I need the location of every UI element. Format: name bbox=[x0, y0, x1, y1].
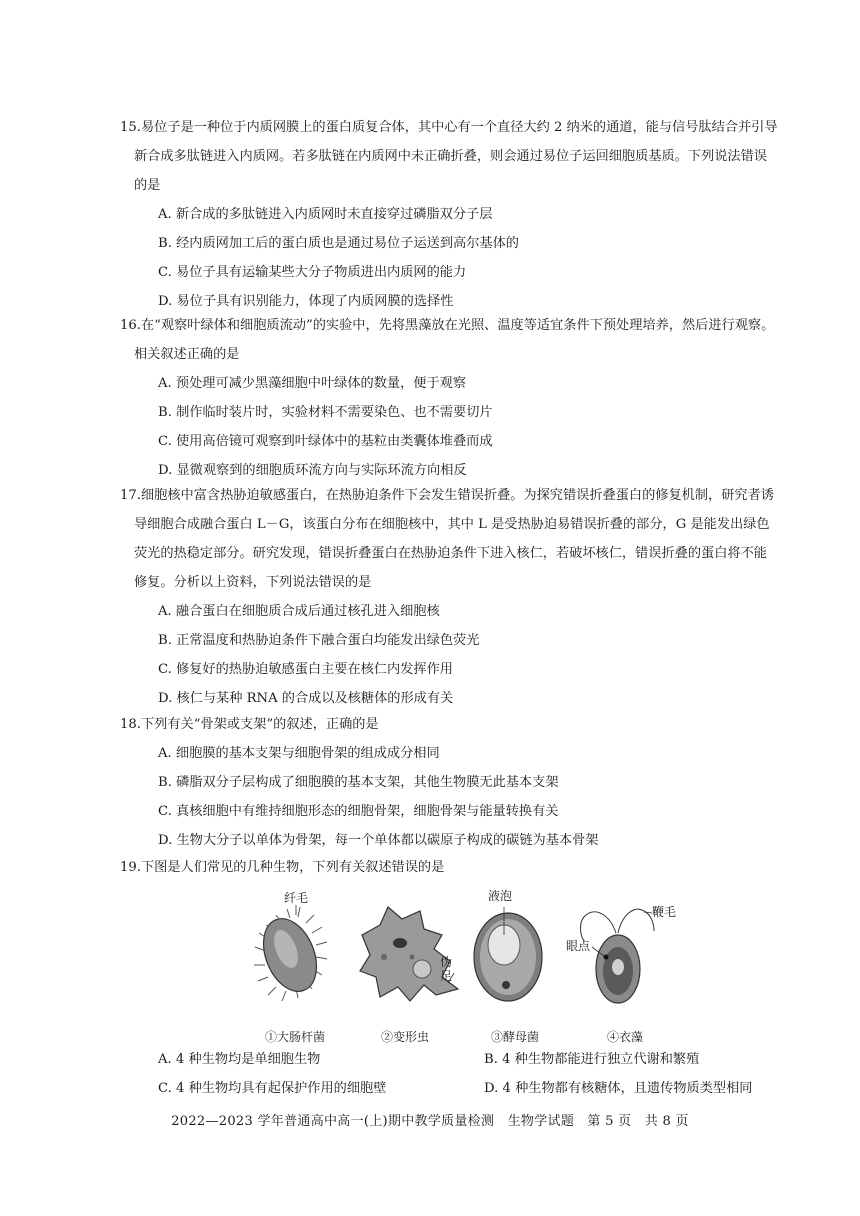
option-c: C. 修复好的热胁迫敏感蛋白主要在核仁内发挥作用 bbox=[158, 662, 453, 677]
amoeba-panel bbox=[350, 885, 460, 1045]
option-d: D. 4 种生物都有核糖体，且遗传物质类型相同 bbox=[484, 1081, 753, 1096]
flagellum-label: 鞭毛 bbox=[652, 905, 677, 919]
option-c: C. 4 种生物均具有起保护作用的细胞壁 bbox=[158, 1081, 387, 1096]
option-a: A. 预处理可减少黑藻细胞中叶绿体的数量，便于观察 bbox=[158, 376, 467, 391]
option-b: B. 经内质网加工后的蛋白质也是通过易位子运送到高尔基体的 bbox=[158, 236, 519, 251]
ecoli-illustration bbox=[240, 885, 350, 1025]
ecoli-caption: ①大肠杆菌 bbox=[264, 1030, 325, 1044]
pseudopod-label: 伪足 bbox=[440, 955, 453, 983]
option-a: A. 细胞膜的基本支架与细胞骨架的组成成分相同 bbox=[158, 746, 440, 761]
option-b: B. 4 种生物都能进行独立代谢和繁殖 bbox=[484, 1052, 700, 1067]
question-stem: 16.在“观察叶绿体和细胞质流动”的实验中，先将黑藻放在光照、温度等适宜条件下预处理培养，然后进行观察。相关叙述正确的是 bbox=[120, 318, 775, 362]
vacuole-label: 液泡 bbox=[488, 889, 513, 903]
organisms-figure bbox=[240, 885, 680, 1045]
question-18 bbox=[120, 710, 780, 855]
chlamydomonas-panel bbox=[566, 885, 680, 1045]
yeast-illustration bbox=[460, 885, 570, 1025]
option-d: D. 易位子具有识别能力，体现了内质网膜的选择性 bbox=[158, 294, 454, 309]
yeast-caption: ③酵母菌 bbox=[490, 1030, 539, 1044]
option-b: B. 制作临时装片时，实验材料不需要染色、也不需要切片 bbox=[158, 405, 493, 420]
question-stem: 15.易位子是一种位于内质网膜上的蛋白质复合体，其中心有一个直径大约 2 纳米的通道，能与信号肽结合并引导新合成多肽链进入内质网。若多肽链在内质网中未正确折叠，则会通过易位子运回细胞质基质。下列说法错误的是 bbox=[120, 120, 778, 193]
option-d: D. 显微观察到的细胞质环流方向与实际环流方向相反 bbox=[158, 463, 467, 478]
option-d: D. 生物大分子以单体为骨架，每一个单体都以碳原子构成的碳链为基本骨架 bbox=[158, 833, 599, 848]
option-b: B. 正常温度和热胁迫条件下融合蛋白均能发出绿色荧光 bbox=[158, 633, 480, 648]
question-15 bbox=[120, 113, 780, 316]
option-a: A. 融合蛋白在细胞质合成后通过核孔进入细胞核 bbox=[158, 604, 440, 619]
cilia-label: 纤毛 bbox=[284, 891, 309, 905]
option-a: A. 新合成的多肽链进入内质网时未直接穿过磷脂双分子层 bbox=[158, 207, 493, 222]
question-stem: 18.下列有关“骨架或支架”的叙述，正确的是 bbox=[120, 717, 379, 732]
option-b: B. 磷脂双分子层构成了细胞膜的基本支架，其他生物膜无此基本支架 bbox=[158, 775, 559, 790]
option-c: C. 使用高倍镜可观察到叶绿体中的基粒由类囊体堆叠而成 bbox=[158, 434, 493, 449]
question-17 bbox=[120, 481, 780, 713]
amoeba-caption: ②变形虫 bbox=[380, 1030, 429, 1044]
question-stem: 19.下图是人们常见的几种生物，下列有关叙述错误的是 bbox=[120, 860, 445, 875]
question-16 bbox=[120, 311, 780, 485]
option-c: C. 易位子具有运输某些大分子物质进出内质网的能力 bbox=[158, 265, 467, 280]
question-stem: 17.细胞核中富含热胁迫敏感蛋白，在热胁迫条件下会发生错误折叠。为探究错误折叠蛋白的修复机制，研究者诱导细胞合成融合蛋白 L－G，该蛋白分布在细胞核中，其中 L 是受热胁迫易错误折叠的部分，G 是能发出绿色荧光的热稳定部分。研究发现，错误折叠蛋白在热胁迫条件下进入核仁，若破坏核仁，错误折叠的蛋白将不能修复。分析以上资料，下列说法错误的是 bbox=[120, 488, 774, 590]
ecoli-panel bbox=[240, 885, 350, 1045]
option-row bbox=[158, 1074, 778, 1103]
eyespot-label: 眼点 bbox=[566, 939, 591, 953]
option-a: A. 4 种生物均是单细胞生物 bbox=[158, 1052, 321, 1067]
yeast-panel bbox=[460, 885, 570, 1045]
option-c: C. 真核细胞中有维持细胞形态的细胞骨架，细胞骨架与能量转换有关 bbox=[158, 804, 559, 819]
question-19 bbox=[120, 853, 780, 882]
page-footer: 2022—2023 学年普通高中高一(上)期中教学质量检测 生物学试题 第 5 页 共 8 页 bbox=[171, 1114, 689, 1129]
option-d: D. 核仁与某种 RNA 的合成以及核糖体的形成有关 bbox=[158, 691, 454, 706]
question-19-options bbox=[158, 1045, 778, 1103]
chlamydomonas-caption: ④衣藻 bbox=[606, 1030, 643, 1044]
option-row bbox=[158, 1045, 778, 1074]
